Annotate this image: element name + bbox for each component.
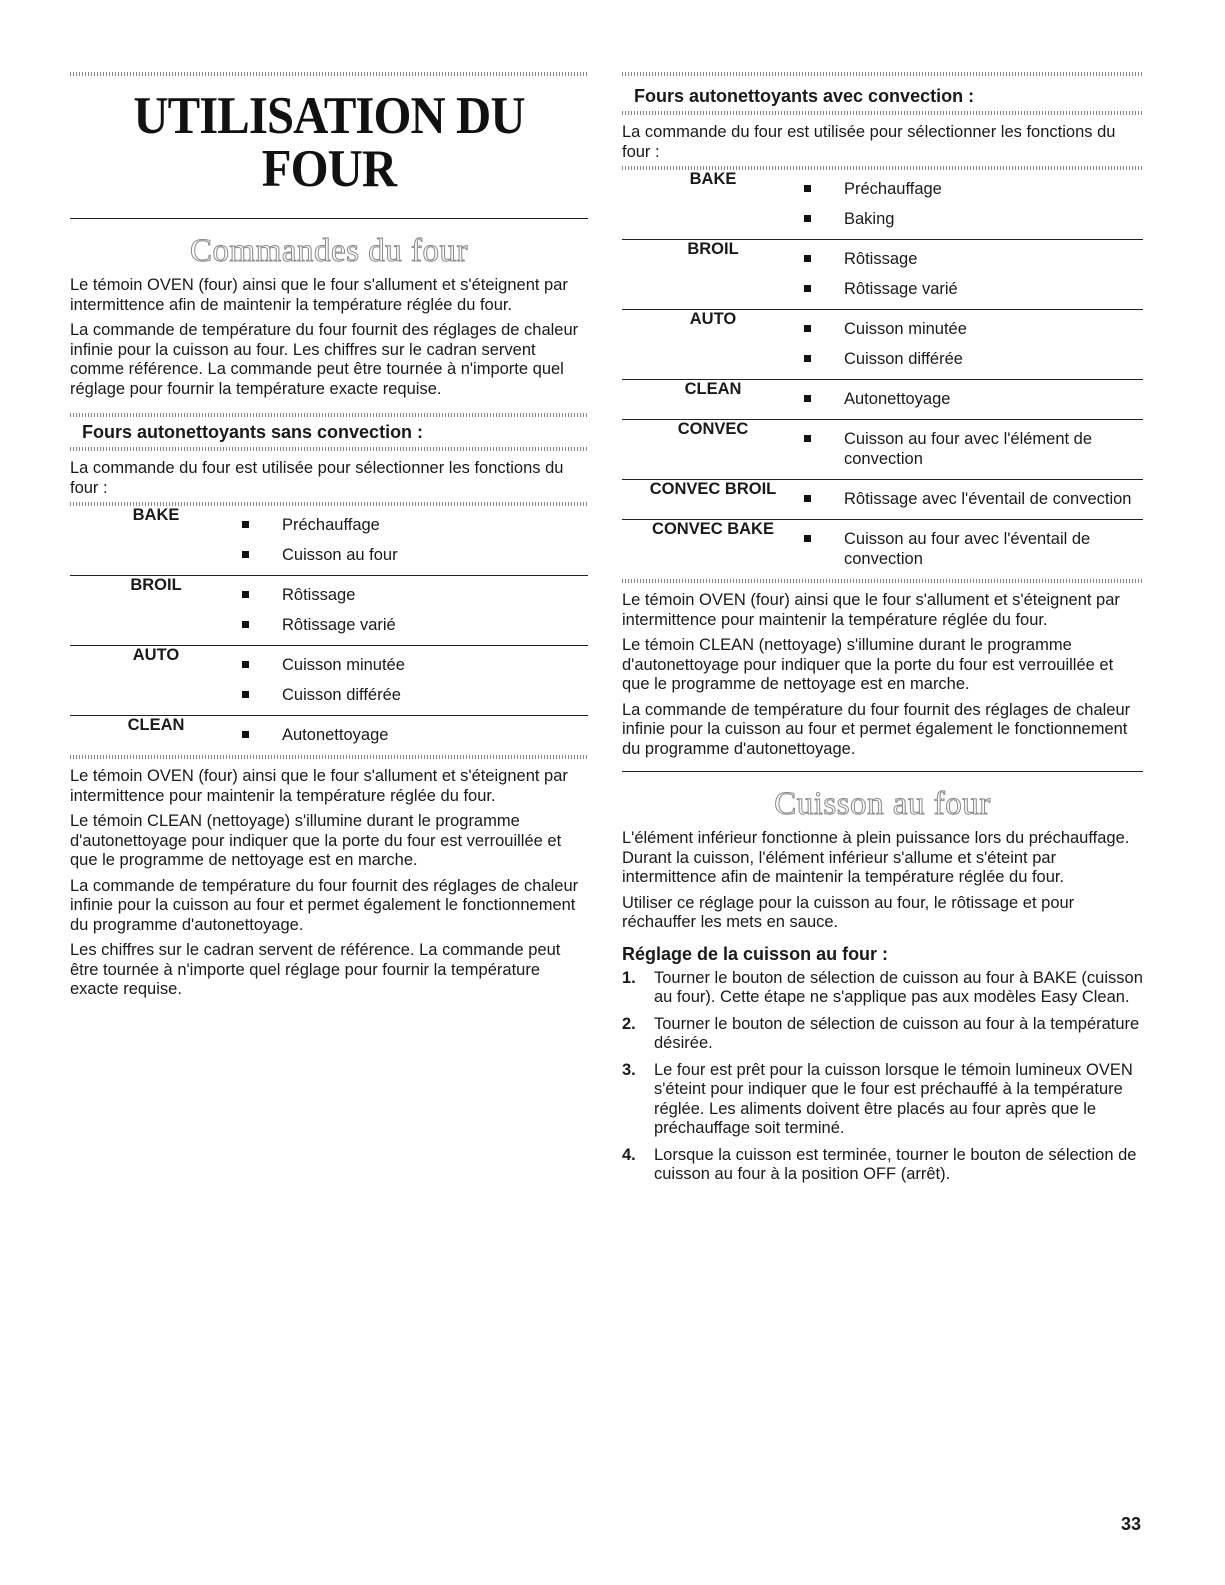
table-row bbox=[70, 646, 588, 716]
paragraph: Utiliser ce réglage pour la cuisson au four, le rôtissage et pour réchauffer les mets en sauce. bbox=[622, 893, 1075, 931]
mode-items bbox=[804, 240, 1143, 310]
divider bbox=[70, 218, 588, 219]
list-item: Cuisson au four avec l'élément de convection bbox=[804, 429, 1143, 469]
list-item: 4. Lorsque la cuisson est terminée, tourner le bouton de sélection de cuisson au four à la position OFF (arrêt). bbox=[622, 1145, 1137, 1183]
list-item: Cuisson au four avec l'éventail de convection bbox=[804, 529, 1143, 569]
mode-items bbox=[804, 310, 1143, 380]
table-row bbox=[622, 480, 1143, 520]
list-item: Préchauffage bbox=[242, 515, 588, 535]
bullet-icon bbox=[804, 435, 811, 442]
bullet-icon bbox=[804, 215, 811, 222]
bullet-icon bbox=[804, 395, 811, 402]
bullet-icon bbox=[242, 591, 249, 598]
subheading-steps: Réglage de la cuisson au four : bbox=[622, 943, 889, 964]
dotted-divider bbox=[70, 447, 588, 451]
list-item: Baking bbox=[804, 209, 1143, 229]
mode-items bbox=[804, 170, 1143, 240]
mode-items bbox=[804, 520, 1143, 580]
bullet-icon bbox=[242, 691, 249, 698]
mode-key: BAKE bbox=[132, 506, 180, 524]
bullet-icon bbox=[804, 325, 811, 332]
table-row bbox=[70, 506, 588, 576]
paragraph: La commande de température du four fournit des réglages de chaleur infinie pour la cuisson au four. Les chiffres sur le cadran servent comme référence. La commande peut être tournée à n'importe quel réglage pour fournir la température exacte requise. bbox=[70, 321, 579, 398]
mode-key: BROIL bbox=[70, 576, 242, 646]
list-item: Autonettoyage bbox=[242, 725, 588, 745]
subheading-with-convection: Fours autonettoyants avec convection : bbox=[634, 86, 975, 106]
paragraph: Le témoin CLEAN (nettoyage) s'illumine durant le programme d'autonettoyage pour indiquer que la porte du four est verrouillée et que le programme de nettoyage est en marche. bbox=[70, 812, 562, 869]
list-item: Rôtissage bbox=[242, 585, 588, 605]
table-row bbox=[622, 310, 1143, 380]
table-row bbox=[622, 420, 1143, 480]
paragraph: Les chiffres sur le cadran servent de référence. La commande peut être tournée à n'importe quel réglage pour fournir la température exacte requise. bbox=[70, 941, 561, 998]
mode-items bbox=[804, 480, 1143, 520]
mode-key: BROIL bbox=[622, 240, 804, 310]
mode-key: BAKE bbox=[689, 170, 737, 188]
mode-items bbox=[242, 576, 588, 646]
paragraph: La commande du four est utilisée pour sélectionner les fonctions du four : bbox=[622, 123, 1116, 161]
mode-key: CONVEC BROIL bbox=[622, 480, 804, 520]
dotted-divider bbox=[622, 111, 1143, 115]
paragraph: La commande du four est utilisée pour sélectionner les fonctions du four : bbox=[70, 459, 564, 497]
mode-key: AUTO bbox=[70, 646, 242, 716]
list-item: Cuisson différée bbox=[804, 349, 1143, 369]
mode-items bbox=[242, 646, 588, 716]
bullet-icon bbox=[804, 255, 811, 262]
mode-key: CONVEC BAKE bbox=[622, 520, 804, 580]
mode-items bbox=[242, 506, 588, 576]
dotted-divider bbox=[70, 72, 588, 76]
modes-table-no-convection bbox=[70, 506, 588, 755]
bullet-icon bbox=[242, 621, 249, 628]
bullet-icon bbox=[804, 285, 811, 292]
list-item: Rôtissage varié bbox=[242, 615, 588, 635]
table-row bbox=[70, 576, 588, 646]
divider bbox=[622, 771, 1143, 772]
right-column bbox=[622, 72, 1143, 1192]
list-item: Cuisson minutée bbox=[804, 319, 1143, 339]
list-item: Cuisson différée bbox=[242, 685, 588, 705]
list-item: Rôtissage varié bbox=[804, 279, 1143, 299]
list-item: Rôtissage bbox=[804, 249, 1143, 269]
mode-items bbox=[804, 380, 1143, 420]
table-row bbox=[622, 240, 1143, 310]
bullet-icon bbox=[804, 535, 811, 542]
bullet-icon bbox=[242, 731, 249, 738]
bullet-icon bbox=[242, 661, 249, 668]
list-item: Préchauffage bbox=[804, 179, 1143, 199]
list-item: 1. Tourner le bouton de sélection de cuisson au four à BAKE (cuisson au four). Cette étape ne s'applique pas aux modèles Easy Clean. bbox=[622, 968, 1143, 1006]
list-item: Autonettoyage bbox=[804, 389, 1143, 409]
list-item: 2. Tourner le bouton de sélection de cuisson au four à la température désirée. bbox=[622, 1014, 1140, 1052]
paragraph: La commande de température du four fournit des réglages de chaleur infinie pour la cuisson au four et permet également le fonctionnement du programme d'autonettoyage. bbox=[622, 700, 1131, 758]
paragraph: Le témoin CLEAN (nettoyage) s'illumine durant le programme d'autonettoyage pour indiquer que la porte du four est verrouillée et que le programme de nettoyage est en marche. bbox=[622, 636, 1114, 693]
steps-list bbox=[622, 969, 1143, 1185]
left-column bbox=[70, 72, 588, 1006]
mode-key: CLEAN bbox=[622, 380, 804, 420]
section-title-cuisson: Cuisson au four bbox=[774, 786, 991, 822]
paragraph: Le témoin OVEN (four) ainsi que le four s'allument et s'éteignent par intermittence pour maintenir la température réglée du four. bbox=[70, 767, 568, 805]
table-row bbox=[622, 380, 1143, 420]
list-item: 3. Le four est prêt pour la cuisson lorsque le témoin lumineux OVEN s'éteint pour indiquer que le four est préchauffé à la température réglée. Les aliments doivent être placés au four après que le préchauffage soit terminé. bbox=[622, 1060, 1133, 1137]
page-title: UTILISATION DU FOUR bbox=[133, 87, 525, 198]
subheading-no-convection: Fours autonettoyants sans convection : bbox=[82, 422, 424, 442]
mode-items bbox=[242, 716, 588, 756]
section-title-commandes: Commandes du four bbox=[190, 233, 468, 269]
table-row bbox=[622, 170, 1143, 240]
paragraph: Le témoin OVEN (four) ainsi que le four s'allument et s'éteignent par intermittence pour maintenir la température réglée du four. bbox=[622, 591, 1120, 629]
list-item: Rôtissage avec l'éventail de convection bbox=[804, 489, 1143, 509]
paragraph: La commande de température du four fournit des réglages de chaleur infinie pour la cuisson au four et permet également le fonctionnement du programme d'autonettoyage. bbox=[70, 876, 579, 934]
dotted-divider bbox=[70, 755, 588, 759]
paragraph: Le témoin OVEN (four) ainsi que le four s'allument et s'éteignent par intermittence afin de maintenir la température réglée du four. bbox=[70, 276, 568, 314]
paragraph: L'élément inférieur fonctionne à plein puissance lors du préchauffage. Durant la cuisson, l'élément inférieur s'allume et s'éteint par intermittence afin de maintenir la température réglée du four. bbox=[622, 829, 1130, 886]
table-row bbox=[622, 520, 1143, 580]
bullet-icon bbox=[242, 551, 249, 558]
bullet-icon bbox=[804, 495, 811, 502]
table-row bbox=[70, 716, 588, 756]
bullet-icon bbox=[804, 185, 811, 192]
bullet-icon bbox=[804, 355, 811, 362]
mode-key: CLEAN bbox=[70, 716, 242, 756]
modes-table-with-convection bbox=[622, 170, 1143, 579]
list-item: Cuisson au four bbox=[242, 545, 588, 565]
mode-key: AUTO bbox=[622, 310, 804, 380]
dotted-divider bbox=[622, 579, 1143, 583]
mode-items bbox=[804, 420, 1143, 480]
page-number: 33 bbox=[1120, 1514, 1141, 1534]
bullet-icon bbox=[242, 521, 249, 528]
list-item: Cuisson minutée bbox=[242, 655, 588, 675]
mode-key: CONVEC bbox=[622, 420, 804, 480]
